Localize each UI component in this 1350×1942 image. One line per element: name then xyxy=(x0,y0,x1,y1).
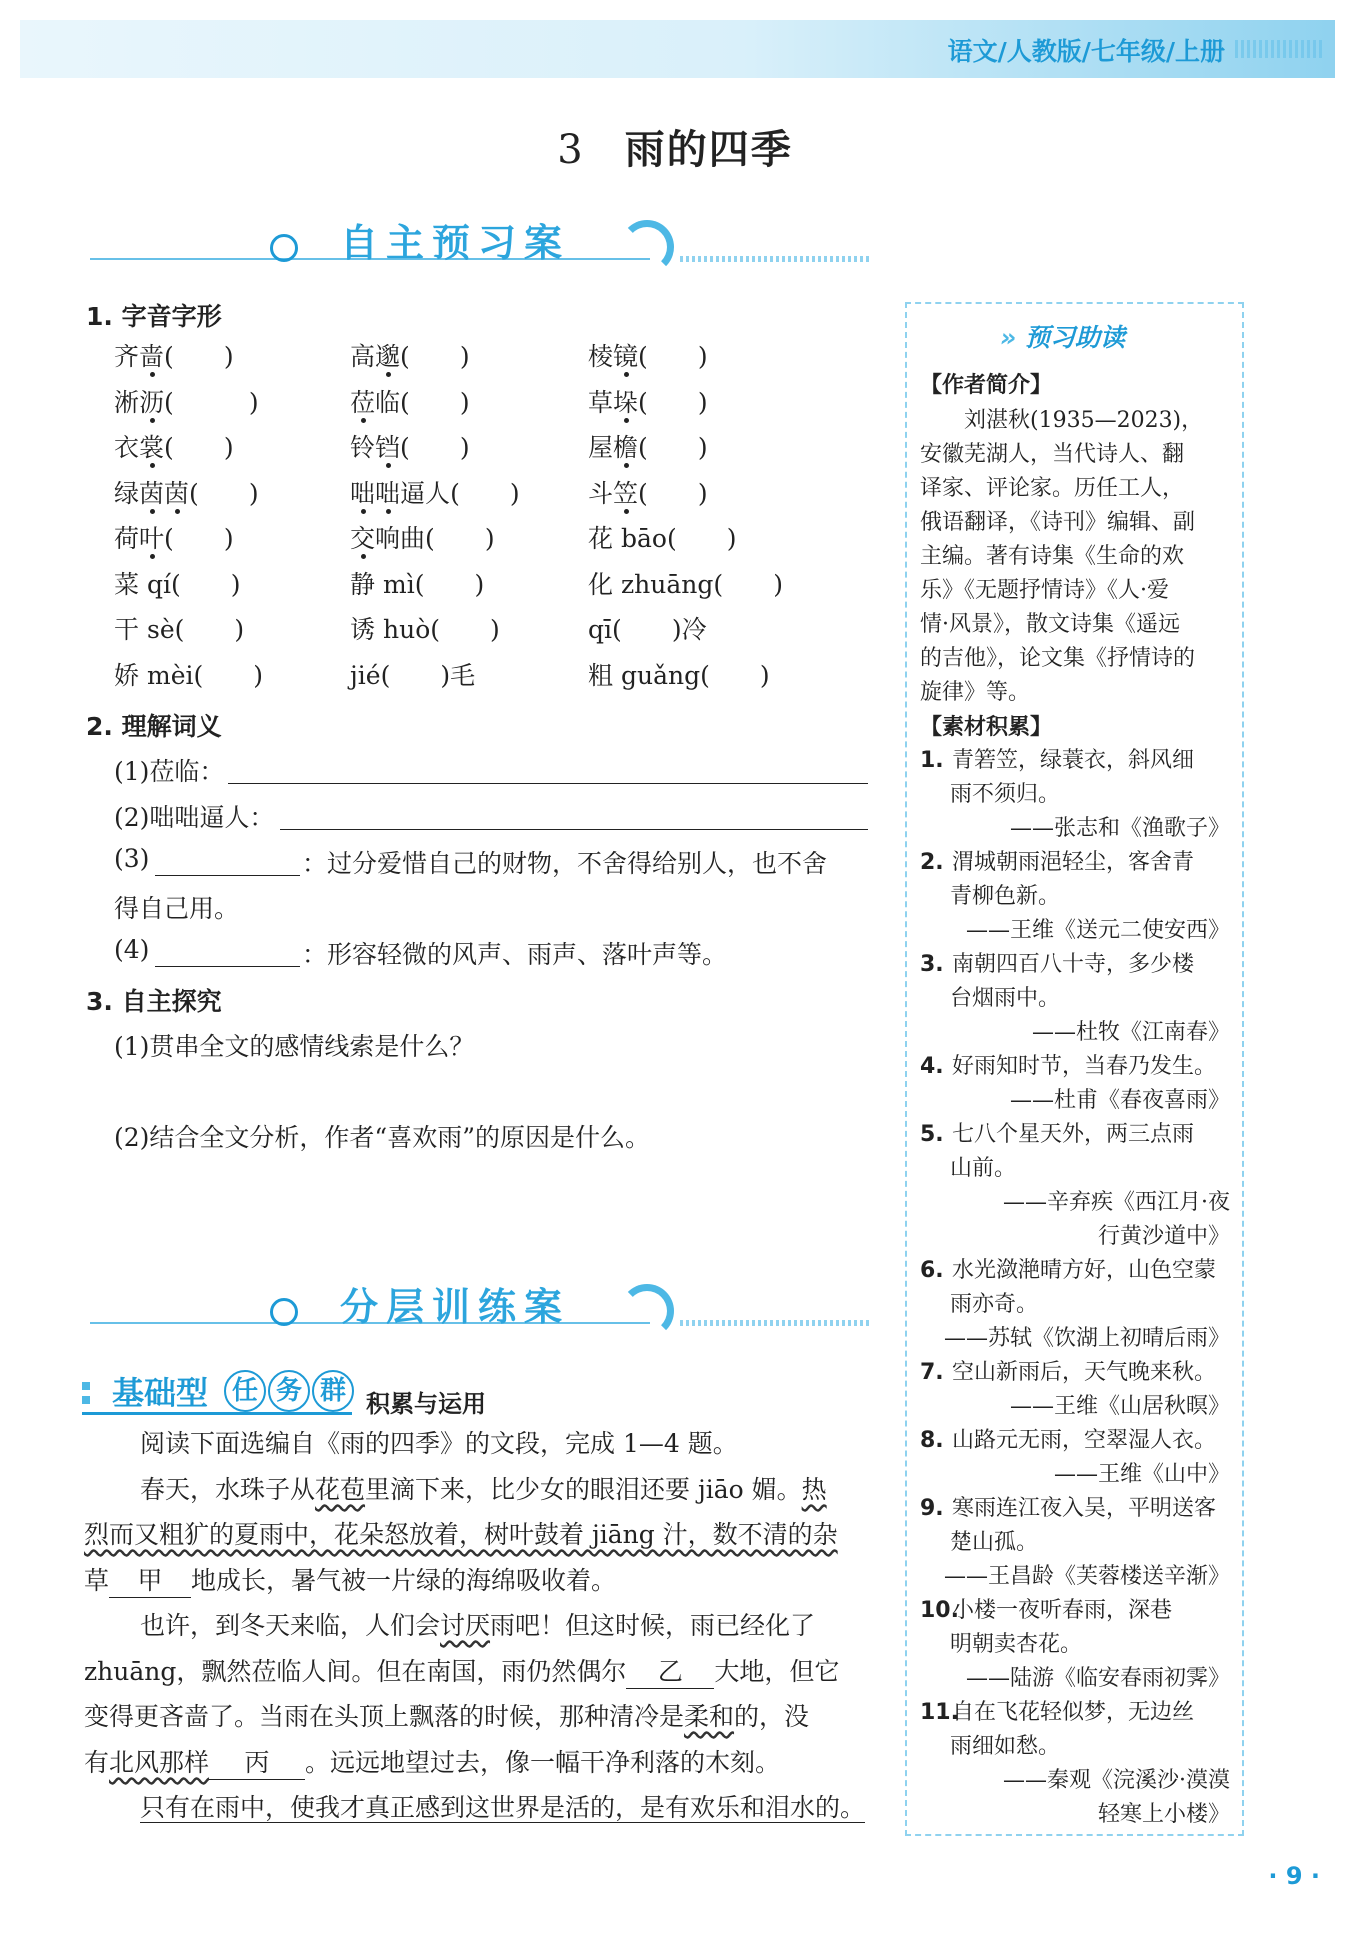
passage-p2-line2: zhuāng，飘然莅临人间。但在南国，雨仍然偶尔 乙 大地，但它 xyxy=(84,1652,839,1689)
lesson-number: 3 xyxy=(557,127,585,173)
material-line: 小楼一夜听春雨，深巷 xyxy=(952,1598,1173,1623)
material-line: 雨亦奇。 xyxy=(950,1292,1039,1317)
passage-p1-line3: 草 甲 地成长，暑气被一片绿的海绵吸收着。 xyxy=(84,1561,616,1598)
material-source: ——张志和《渔歌子》 xyxy=(1009,816,1230,841)
author-line: 旋律》等。 xyxy=(920,680,1031,705)
blank-jia: 甲 xyxy=(109,1561,191,1598)
reading-intro: 阅读下面选编自《雨的四季》的文段，完成 1—4 题。 xyxy=(140,1429,738,1458)
material-source: ——王维《山居秋暝》 xyxy=(1009,1394,1230,1419)
q1-item: 绿茵茵( ) xyxy=(114,478,259,508)
page-number: · 9 · xyxy=(1268,1862,1320,1890)
material-line: 雨不须归。 xyxy=(950,782,1061,807)
q2-item-1: (1)莅临： xyxy=(114,757,225,786)
double-chevron-icon: » xyxy=(1000,323,1017,352)
material-source: 轻寒上小楼》 xyxy=(1097,1802,1230,1827)
passage-p1-line2: 烈而又粗犷的夏雨中，花朵怒放着，树叶鼓着 jiāng 汁，数不清的杂 xyxy=(84,1520,838,1549)
square-icon xyxy=(82,1382,90,1390)
material-source: ——杜甫《春夜喜雨》 xyxy=(1009,1088,1230,1113)
q1-item: 菜 qí( ) xyxy=(114,569,241,599)
material-line: 楚山孤。 xyxy=(950,1530,1039,1555)
magnifier-icon xyxy=(270,234,298,262)
answer-line xyxy=(280,829,868,830)
blank-yi: 乙 xyxy=(626,1652,714,1689)
material-line: 台烟雨中。 xyxy=(950,986,1061,1011)
material-line: 南朝四百八十寺，多少楼 xyxy=(952,952,1195,977)
material-number: 9. xyxy=(920,1496,944,1521)
q1-item: 高邈( ) xyxy=(350,342,470,371)
magnifier-icon xyxy=(270,1298,298,1326)
banner-dash xyxy=(680,256,870,262)
task-char: 任 xyxy=(224,1370,266,1412)
series-title: 语文/人教版/七年级/上册 xyxy=(947,37,1225,66)
q1-item: 娇 mèi( ) xyxy=(114,660,264,690)
q3-title: 3. 自主探究 xyxy=(86,987,222,1016)
q1-item: 淅沥( ) xyxy=(114,387,259,417)
material-source: ——王维《送元二使安西》 xyxy=(965,918,1230,943)
q2-item-3-prefix: (3) xyxy=(114,844,150,873)
material-line: 明朝卖杏花。 xyxy=(950,1632,1083,1657)
answer-line xyxy=(155,966,300,967)
material-number: 5. xyxy=(920,1122,944,1147)
author-heading: 【作者简介】 xyxy=(920,372,1053,398)
q1-item: 屋檐( ) xyxy=(588,433,708,462)
q1-item: qī( )冷 xyxy=(588,615,707,644)
q1-item: 交响曲( ) xyxy=(350,524,495,553)
passage-p2-line1: 也许，到冬天来临，人们会讨厌雨吧！但这时候，雨已经化了 xyxy=(140,1611,816,1640)
passage-p3: 只有在雨中，使我才真正感到这世界是活的，是有欢乐和泪水的。 xyxy=(140,1793,866,1822)
author-line: 主编。著有诗集《生命的欢 xyxy=(920,544,1185,569)
q1-item: 粗 guǎng( ) xyxy=(588,660,770,690)
material-line: 空山新雨后，天气晚来秋。 xyxy=(952,1360,1217,1385)
material-line: 水光潋滟晴方好，山色空蒙 xyxy=(952,1258,1217,1283)
material-line: 山路元无雨，空翠湿人衣。 xyxy=(952,1428,1217,1453)
material-number: 1. xyxy=(920,748,944,773)
section-title: 自主预习案 xyxy=(340,220,571,265)
material-line: 自在飞花轻似梦，无边丝 xyxy=(952,1700,1195,1725)
header-band xyxy=(20,20,1335,78)
task-char: 群 xyxy=(312,1370,354,1412)
material-number: 6. xyxy=(920,1258,944,1283)
material-source: 行黄沙道中》 xyxy=(1097,1224,1230,1249)
material-line: 青柳色新。 xyxy=(950,884,1061,909)
material-line: 青箬笠，绿蓑衣，斜风细 xyxy=(952,748,1195,773)
author-line: 刘湛秋(1935—2023)， xyxy=(920,408,1204,433)
q3-item-1: (1)贯串全文的感情线索是什么？ xyxy=(114,1032,475,1061)
material-number: 2. xyxy=(920,850,944,875)
q2-item-3-def: ：过分爱惜自己的财物，不舍得给别人，也不舍 xyxy=(302,849,828,878)
q1-item: 静 mì( ) xyxy=(350,569,485,599)
lesson-name: 雨的四季 xyxy=(624,126,793,173)
material-number: 11. xyxy=(920,1700,959,1725)
q2-item-4-prefix: (4) xyxy=(114,935,150,964)
material-line: 雨细如愁。 xyxy=(950,1734,1061,1759)
material-heading: 【素材积累】 xyxy=(920,714,1053,740)
author-line: 乐》《无题抒情诗》《人·爱 xyxy=(920,578,1169,603)
material-line: 好雨知时节，当春乃发生。 xyxy=(952,1054,1217,1079)
q1-item: 铃铛( ) xyxy=(350,433,470,462)
material-number: 8. xyxy=(920,1428,944,1453)
passage-p2-line3: 变得更吝啬了。当雨在头顶上飘落的时候，那种清冷是柔和的，没 xyxy=(84,1702,810,1731)
material-number: 3. xyxy=(920,952,944,977)
answer-line xyxy=(228,783,868,784)
square-icon xyxy=(82,1396,90,1404)
task-group-label xyxy=(82,1368,382,1414)
material-line: 山前。 xyxy=(950,1156,1017,1181)
author-line: 安徽芜湖人，当代诗人、翻 xyxy=(920,442,1185,467)
q3-item-2: (2)结合全文分析，作者“喜欢雨”的原因是什么。 xyxy=(114,1123,650,1152)
passage-p1-line1: 春天，水珠子从花苞里滴下来，比少女的眼泪还要 jiāo 媚。热 xyxy=(140,1475,827,1504)
passage-p2-line4: 有北风那样 丙 。远远地望过去，像一幅干净利落的木刻。 xyxy=(84,1743,780,1780)
q2-item-2: (2)咄咄逼人： xyxy=(114,803,275,832)
sidebar-title: » 预习助读 xyxy=(1000,323,1125,352)
arc-decoration-icon xyxy=(620,1284,674,1338)
task-underline xyxy=(82,1412,352,1415)
blank-bing: 丙 xyxy=(209,1743,305,1780)
material-source: ——苏轼《饮湖上初晴后雨》 xyxy=(943,1326,1230,1351)
section-banner-preview xyxy=(90,212,870,282)
lesson-title xyxy=(0,118,1350,175)
material-source: ——秦观《浣溪沙·漠漠 xyxy=(1003,1768,1230,1793)
q2-title: 2. 理解词义 xyxy=(86,712,222,741)
q1-item: 干 sè( ) xyxy=(114,615,245,644)
material-number: 10. xyxy=(920,1598,959,1623)
section-title: 分层训练案 xyxy=(340,1284,571,1329)
material-source: ——陆游《临安春雨初霁》 xyxy=(965,1666,1230,1691)
arc-decoration-icon xyxy=(620,220,674,274)
q1-item: 斗笠( ) xyxy=(588,478,708,508)
banner-dash xyxy=(680,1320,870,1326)
author-line: 的吉他》，论文集《抒情诗的 xyxy=(920,646,1196,671)
material-number: 4. xyxy=(920,1054,944,1079)
author-line: 俄语翻译，《诗刊》编辑、副 xyxy=(920,510,1196,535)
task-char: 务 xyxy=(268,1370,310,1412)
q2-item-3-cont: 得自己用。 xyxy=(114,894,240,923)
material-source: ——王维《山中》 xyxy=(1053,1462,1230,1487)
q1-item: 莅临( ) xyxy=(350,387,470,417)
q1-item: 齐啬( ) xyxy=(114,342,234,371)
material-source: ——辛弃疾《西江月·夜 xyxy=(1003,1190,1230,1215)
q1-item: jié( )毛 xyxy=(350,660,476,690)
task-subtitle: 积累与运用 xyxy=(366,1390,486,1418)
section-banner-practice xyxy=(90,1276,870,1346)
answer-line xyxy=(155,875,300,876)
q1-item: 花 bāo( ) xyxy=(588,524,737,553)
q1-item: 棱镜( ) xyxy=(588,342,708,371)
material-line: 七八个星天外，两三点雨 xyxy=(952,1122,1195,1147)
q1-item: 衣裳( ) xyxy=(114,433,234,462)
q1-item: 草垛( ) xyxy=(588,387,708,417)
author-line: 译家、评论家。历任工人， xyxy=(920,476,1185,501)
author-line: 情·风景》，散文诗集《遥远 xyxy=(920,612,1180,637)
material-line: 寒雨连江夜入吴，平明送客 xyxy=(952,1496,1217,1521)
material-line: 渭城朝雨浥轻尘，客舍青 xyxy=(952,850,1195,875)
q1-item: 荷叶( ) xyxy=(114,524,234,553)
header-dots xyxy=(1235,40,1323,58)
material-source: ——王昌龄《芙蓉楼送辛渐》 xyxy=(943,1564,1230,1589)
q1-item: 诱 huò( ) xyxy=(350,615,500,644)
q1-item: 化 zhuāng( ) xyxy=(588,569,783,599)
task-type: 基础型 xyxy=(112,1374,209,1412)
material-source: ——杜牧《江南春》 xyxy=(1031,1020,1230,1045)
q1-title: 1. 字音字形 xyxy=(86,302,222,331)
q1-item: 咄咄逼人( ) xyxy=(350,478,520,508)
q2-item-4-def: ：形容轻微的风声、雨声、落叶声等。 xyxy=(302,940,728,969)
material-number: 7. xyxy=(920,1360,944,1385)
